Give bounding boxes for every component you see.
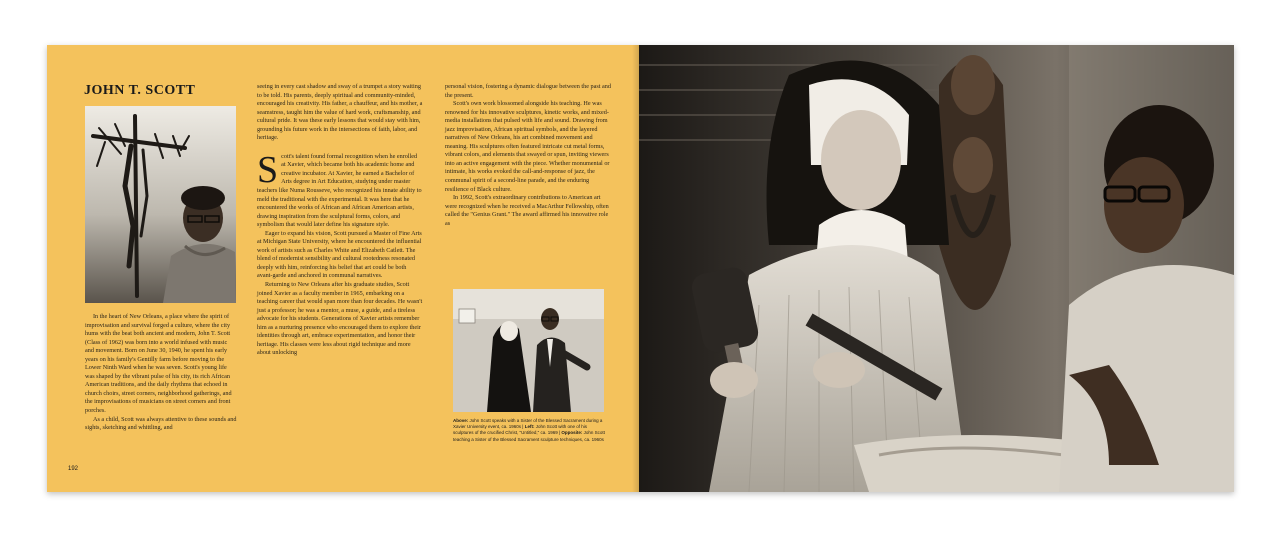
caption-text: John Scott with one of his sculptures of the crucified Christ, "Untitled," ca. 1969 |	[453, 424, 587, 436]
text-column-3	[445, 83, 611, 228]
drop-cap: S	[257, 148, 279, 191]
paragraph: personal vision, fostering a dynamic dialogue between the past and the present.	[445, 83, 611, 99]
paragraph: Eager to expand his vision, Scott pursued a Master of Fine Arts at Michigan State University, where he encountered the influential work of artists such as Charles White and Elizabeth Catlett. The blend of modernist sensibility and cultural rootedness resonated deeply with him, reinforcing his belief that art could be both avant-garde and anchored in communal narratives.	[257, 229, 422, 280]
paragraph: As a child, Scott was always attentive to these sounds and sights, sketching and whittling, and	[85, 415, 237, 432]
paragraph: Returning to New Orleans after his graduate studies, Scott joined Xavier as a faculty member in 1965, embarking on a teaching career that would span more than four decades. He wasn't just a professor; he was a mentor, a muse, a guide, and a tireless advocate for his students. Generations of Xavier artists remember him as a nurturing presence who encouraged them to explore their identities through art, embrace experimentation, and honor their heritage. His classes were less about rigid technique and more about unlocking	[257, 281, 423, 357]
photo-scott-teaching-sister	[639, 45, 1234, 492]
caption-label-left: Left:	[524, 424, 535, 430]
page-number: 192	[68, 466, 79, 472]
left-page	[47, 45, 639, 492]
paragraph-dropcap	[257, 148, 423, 230]
text-column-1	[85, 313, 237, 433]
photo-scott-with-crucifix	[85, 106, 236, 303]
paragraph-text: cott's talent found formal recognition when he enrolled at Xavier, which became both his academic home and creative incubator. At Xavier, he earned a Bachelor of Arts degree in Art Education, studying under master teachers like Numa Rousseve, who recognized his innate ability to meld the traditional with the experimental. It was here that he encountered the works of African and African American artists, drawing inspiration from the sculptural forms, colors, and symbolism that would later define his signature style.	[257, 152, 422, 229]
text-column-2	[257, 83, 423, 358]
book-spread	[47, 45, 1234, 492]
caption-label-opposite: Opposite:	[561, 430, 583, 436]
paragraph: seeing in every cast shadow and sway of a trumpet a story waiting to be told. His parents, deeply spiritual and community-minded, encouraged his creativity. His father, a chauffeur, and his mother, a seamstress, taught him the value of hard work, craftsmanship, and cultural pride. It was these early lessons that would stay with him, grounding his future work in the intersections of faith, labor, and heritage.	[257, 83, 423, 142]
caption-label-above: Above:	[453, 418, 469, 423]
paragraph: Scott's own work blossomed alongside his teaching. He was renowned for his innovative sculptures, kinetic works, and mixed-media installations that pulsed with life and sound. Drawing from jazz improvisation, African spiritual symbols, and the layered narratives of New Orleans, his art combined movement and meaning. His sculptures often featured intricate cut metal forms, vibrant colors, and elements that swayed or spun, inviting viewers into an active engagement with the piece. Whether monumental or intimate, his works evoked the call-and-response of jazz, the communal spirit of a second-line parade, and the enduring resilience of Black culture.	[445, 100, 610, 193]
photo-caption	[453, 418, 605, 443]
paragraph: In the heart of New Orleans, a place where the spirit of improvisation and survival forged a culture, where the city hums with the beat both ancient and modern, John T. Scott (Class of 1962) was born into a world infused with music and movement. Born on June 30, 1940, he spent his early years on his family's Gentilly farm before moving to the Lower Ninth Ward when he was seven. Scott's young life was shaped by the vibrant pulse of his city, its rich African American traditions, and the daily rhythms that echoed in church choirs, street corners, neighborhood gatherings, and the improvisations of musicians on street corners and front porches.	[85, 313, 232, 415]
photo-scott-with-sister	[453, 289, 604, 412]
caption-text: John Scott teaching a Sister of the Blessed Sacrament sculpture techniques, ca. 1960s	[453, 430, 605, 442]
paragraph: In 1992, Scott's extraordinary contributions to American art were recognized when he received a MacArthur Fellowship, often called the "Genius Grant." The award affirmed his innovative role as	[445, 194, 609, 227]
page-title: JOHN T. SCOTT	[84, 83, 196, 98]
caption-text: John Scott speaks with a Sister of the Blessed Sacrament during a Xavier University event, ca. 1960s |	[453, 418, 603, 430]
